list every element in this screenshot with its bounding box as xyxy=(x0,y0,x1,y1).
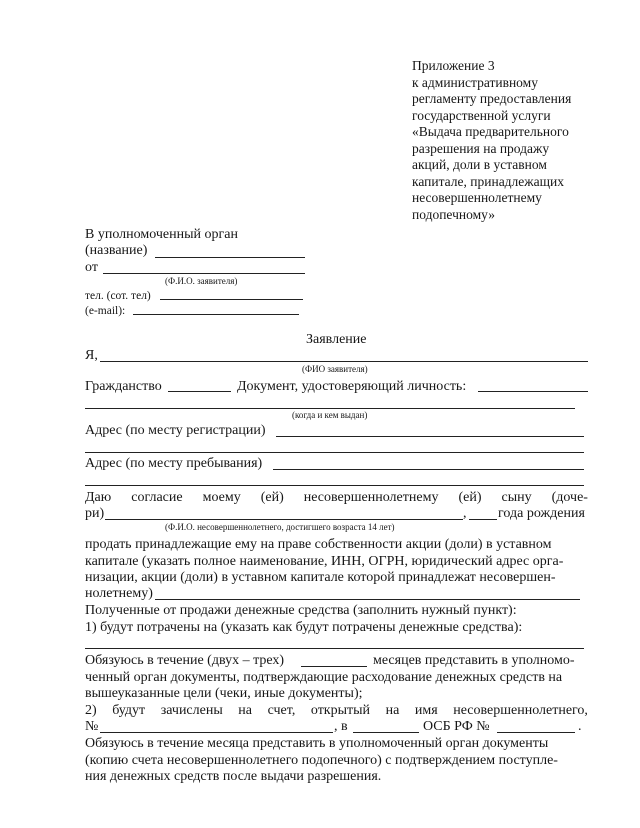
i-label: Я, xyxy=(85,348,98,363)
annex-line: акций, доли в уставном xyxy=(412,157,547,172)
document-issued-field[interactable] xyxy=(85,408,575,409)
consent-word: сыну xyxy=(501,490,532,505)
consent-word: (ей) xyxy=(458,490,482,505)
applicant-fullname-hint: (ФИО заявителя) xyxy=(302,364,368,374)
oblig1-line: ченный орган документы, подтверждающие расходование денежных средств на xyxy=(85,670,563,685)
option1-line: 1) будут потрачены на (указать как будут потрачены денежные средства): xyxy=(85,620,523,635)
option2-word: зачислены xyxy=(160,703,223,718)
phone-label: тел. (сот. тел) xyxy=(85,290,151,302)
oblig2-line: ния денежных средств после выдачи разрешения. xyxy=(85,769,382,784)
stay-address-label: Адрес (по месту пребывания) xyxy=(85,456,263,471)
reg-address-field-2[interactable] xyxy=(85,452,584,453)
oblig1-start: Обязуюсь в течение (двух – трех) xyxy=(85,653,285,668)
stay-address-field[interactable] xyxy=(273,469,584,470)
phone-field[interactable] xyxy=(160,299,303,300)
para1-line: продать принадлежащие ему на праве собственности акции (доли) в уставном xyxy=(85,537,552,552)
reg-address-field[interactable] xyxy=(276,436,584,437)
consent-word: моему xyxy=(202,490,241,505)
birth-year-label: года рождения xyxy=(498,506,585,521)
addressee-name-field[interactable] xyxy=(155,257,305,258)
oblig1-end: месяцев представить в уполномо- xyxy=(373,653,575,668)
oblig2-line: (копию счета несовершеннолетнего подопечного) с подтверждением поступле- xyxy=(85,753,558,768)
annex-line: несовершеннолетнему xyxy=(412,190,542,205)
reg-address-label: Адрес (по месту регистрации) xyxy=(85,423,266,438)
option1-field[interactable] xyxy=(85,648,584,649)
option2-word: 2) xyxy=(85,703,97,718)
option2-word: на xyxy=(238,703,253,718)
addressee-from-label: от xyxy=(85,260,98,275)
document-title: Заявление xyxy=(306,332,367,347)
document-issued-hint: (когда и кем выдан) xyxy=(292,410,368,420)
consent-line xyxy=(85,489,588,506)
addressee-name-label: (название) xyxy=(85,243,148,258)
minor-fio-field[interactable] xyxy=(105,519,463,520)
funds-line: Полученные от продажи денежные средства (заполнить нужный пункт): xyxy=(85,603,517,618)
option2-line xyxy=(85,702,588,719)
comma: , xyxy=(463,506,467,521)
document-label: Документ, удостоверяющий личность: xyxy=(237,379,467,394)
consent-word: согласие xyxy=(131,490,183,505)
email-field[interactable] xyxy=(133,314,299,315)
bank-branch-field[interactable] xyxy=(353,732,419,733)
in-label: , в xyxy=(334,719,348,734)
consent-word: несовершеннолетнему xyxy=(303,490,439,505)
account-number-label: № xyxy=(85,719,99,734)
document-field[interactable] xyxy=(478,391,588,392)
birth-year-field[interactable] xyxy=(469,519,497,520)
annex-block xyxy=(412,58,602,223)
option2-word: на xyxy=(385,703,400,718)
consent-word: (ей) xyxy=(260,490,284,505)
osb-number-field[interactable] xyxy=(497,732,575,733)
ri-label: ри) xyxy=(85,506,105,521)
annex-line: подопечному» xyxy=(412,206,495,222)
osb-label: ОСБ РФ № xyxy=(423,719,490,734)
minor-fio-hint: (Ф.И.О. несовершеннолетнего, достигшего возраста 14 лет) xyxy=(165,522,395,532)
oblig1-line: вышеуказанные цели (чеки, иные документы); xyxy=(85,686,363,701)
account-number-field[interactable] xyxy=(100,732,333,733)
annex-line: к административному xyxy=(412,74,538,90)
option2-word: несовершеннолетнего, xyxy=(453,703,588,718)
annex-line: капитале, принадлежащих xyxy=(412,173,564,189)
option2-word: открытый xyxy=(310,703,371,718)
stay-address-field-2[interactable] xyxy=(85,485,584,486)
consent-word: Даю xyxy=(85,490,112,505)
option2-word: будут xyxy=(112,703,146,718)
option2-word: счет, xyxy=(267,703,296,718)
applicant-fullname-field[interactable] xyxy=(100,361,588,362)
para1-line: низации, акции (доли) в уставном капитале которой принадлежат несовершен- xyxy=(85,570,556,585)
addressee-title: В уполномоченный орган xyxy=(85,227,238,242)
annex-line: разрешения на продажу xyxy=(412,140,550,156)
months-field[interactable] xyxy=(301,666,367,667)
applicant-fio-hint: (Ф.И.О. заявителя) xyxy=(165,276,238,286)
annex-line: «Выдача предварительного xyxy=(412,124,569,139)
citizenship-field[interactable] xyxy=(168,391,231,392)
annex-line: государственной услуги xyxy=(412,107,551,123)
annex-line: регламенту предоставления xyxy=(412,91,572,106)
option2-word: имя xyxy=(414,703,438,718)
citizenship-label: Гражданство xyxy=(85,379,162,394)
para1-line: нолетнему) xyxy=(85,586,153,601)
oblig2-line: Обязуюсь в течение месяца представить в уполномоченный орган документы xyxy=(85,736,549,751)
para1-line: капитале (указать полное наименование, ИНН, ОГРН, юридический адрес орга- xyxy=(85,554,564,569)
organization-field[interactable] xyxy=(155,599,580,600)
email-label: (e-mail): xyxy=(85,305,126,317)
end-dot: . xyxy=(578,719,582,734)
applicant-fio-field[interactable] xyxy=(103,273,305,274)
annex-line: Приложение 3 xyxy=(412,58,495,73)
consent-word: (доче- xyxy=(551,490,588,505)
